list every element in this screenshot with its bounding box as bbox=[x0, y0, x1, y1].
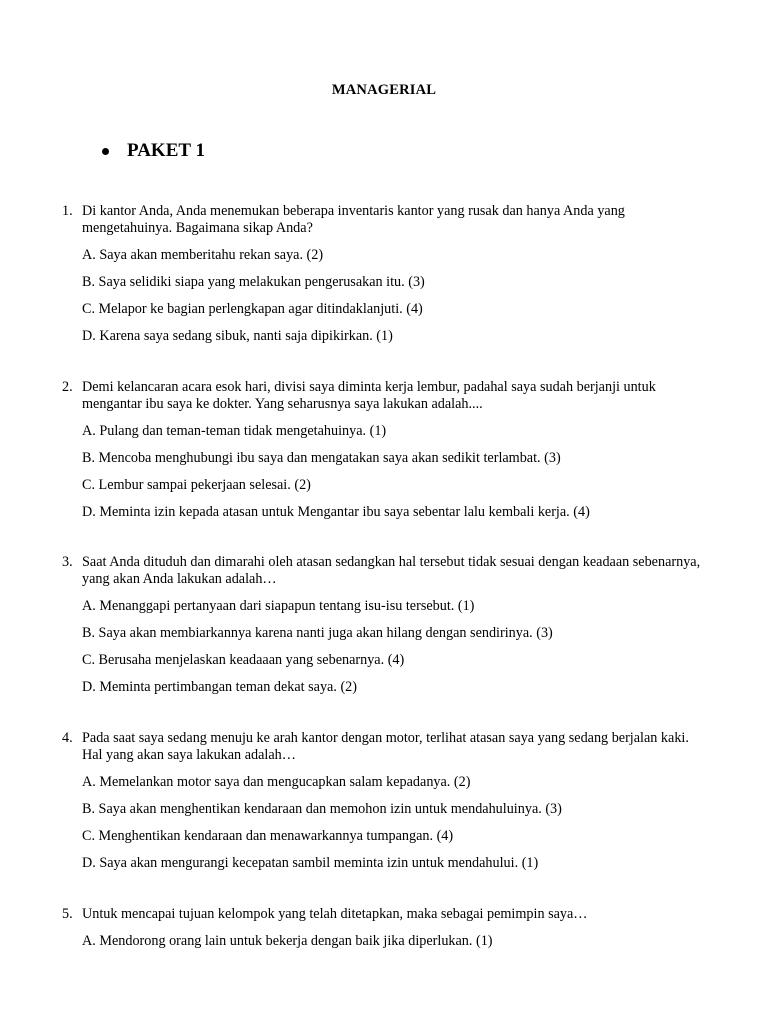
option-list bbox=[82, 423, 702, 531]
option-c: C. Melapor ke bagian perlengkapan agar ditindaklanjuti. (4) bbox=[82, 301, 423, 317]
question-1 bbox=[62, 203, 702, 355]
option-list bbox=[82, 774, 702, 882]
option-a: A. Pulang dan teman-teman tidak mengetahuinya. (1) bbox=[82, 423, 387, 439]
question-number: 5. bbox=[62, 906, 73, 922]
question-4 bbox=[62, 730, 702, 882]
question-5 bbox=[62, 906, 702, 960]
question-text: Di kantor Anda, Anda menemukan beberapa inventaris kantor yang rusak dan hanya Anda yang mengetahuinya. Bagaimana sikap Anda? bbox=[82, 203, 625, 236]
page-title: MANAGERIAL bbox=[331, 82, 437, 98]
option-d: D. Saya akan mengurangi kecepatan sambil meminta izin untuk mendahului. (1) bbox=[82, 855, 539, 871]
question-number: 4. bbox=[62, 730, 73, 746]
question-number: 2. bbox=[62, 379, 73, 395]
option-b: B. Mencoba menghubungi ibu saya dan mengatakan saya akan sedikit terlambat. (3) bbox=[82, 450, 561, 466]
bullet-icon bbox=[102, 148, 109, 155]
option-a: A. Saya akan memberitahu rekan saya. (2) bbox=[82, 247, 324, 263]
question-text: Pada saat saya sedang menuju ke arah kantor dengan motor, terlihat atasan saya yang sedang berjalan kaki. Hal yang akan saya lakukan adalah… bbox=[82, 730, 689, 763]
section-label: PAKET 1 bbox=[127, 140, 205, 161]
option-d: D. Meminta izin kepada atasan untuk Mengantar ibu saya sebentar lalu kembali kerja. (4) bbox=[82, 504, 590, 520]
option-a: A. Mendorong orang lain untuk bekerja dengan baik jika diperlukan. (1) bbox=[82, 933, 493, 949]
option-c: C. Berusaha menjelaskan keadaaan yang sebenarnya. (4) bbox=[82, 652, 405, 668]
option-d: D. Karena saya sedang sibuk, nanti saja dipikirkan. (1) bbox=[82, 328, 393, 344]
question-number: 3. bbox=[62, 554, 73, 570]
option-d: D. Meminta pertimbangan teman dekat saya. (2) bbox=[82, 679, 357, 695]
question-number: 1. bbox=[62, 203, 73, 219]
option-list bbox=[82, 933, 702, 960]
option-list bbox=[82, 247, 702, 355]
option-c: C. Menghentikan kendaraan dan menawarkannya tumpangan. (4) bbox=[82, 828, 454, 844]
option-a: A. Memelankan motor saya dan mengucapkan salam kepadanya. (2) bbox=[82, 774, 471, 790]
option-b: B. Saya akan membiarkannya karena nanti juga akan hilang dengan sendirinya. (3) bbox=[82, 625, 553, 641]
question-text: Saat Anda dituduh dan dimarahi oleh atasan sedangkan hal tersebut tidak sesuai dengan keadaan sebenarnya, yang akan Anda lakukan adalah… bbox=[82, 554, 701, 587]
option-b: B. Saya akan menghentikan kendaraan dan memohon izin untuk mendahuluinya. (3) bbox=[82, 801, 562, 817]
option-a: A. Menanggapi pertanyaan dari siapapun tentang isu-isu tersebut. (1) bbox=[82, 598, 475, 614]
option-c: C. Lembur sampai pekerjaan selesai. (2) bbox=[82, 477, 311, 493]
option-list bbox=[82, 598, 702, 706]
question-text: Demi kelancaran acara esok hari, divisi saya diminta kerja lembur, padahal saya sudah berjanji untuk mengantar ibu saya ke dokter. Yang seharusnya saya lakukan adalah.... bbox=[82, 379, 656, 412]
question-3 bbox=[62, 554, 702, 706]
question-2 bbox=[62, 379, 702, 531]
option-b: B. Saya selidiki siapa yang melakukan pengerusakan itu. (3) bbox=[82, 274, 425, 290]
section-heading bbox=[102, 140, 205, 162]
question-text: Untuk mencapai tujuan kelompok yang telah ditetapkan, maka sebagai pemimpin saya… bbox=[82, 906, 588, 922]
